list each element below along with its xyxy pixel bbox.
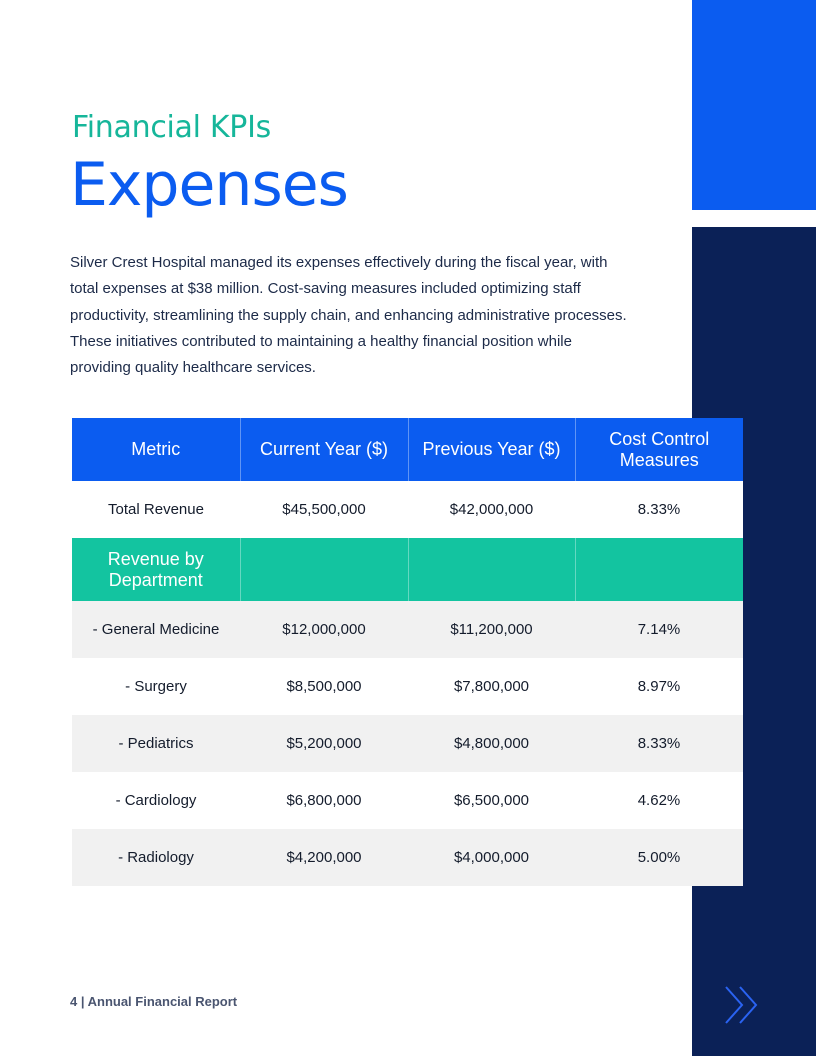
cell-previous: $7,800,000 — [408, 658, 575, 715]
table-row — [72, 658, 743, 715]
header-cost-control: Cost Control Measures — [575, 418, 743, 481]
cell-current: $5,200,000 — [240, 715, 408, 772]
section-label: Revenue by Department — [72, 538, 240, 601]
cell-previous: $42,000,000 — [408, 481, 575, 538]
cell-cost-control: 7.14% — [575, 601, 743, 658]
table-row — [72, 772, 743, 829]
cell-metric: - Cardiology — [72, 772, 240, 829]
cell-current: $45,500,000 — [240, 481, 408, 538]
section-empty-cell — [240, 538, 408, 601]
page-title: Expenses — [70, 150, 348, 220]
cell-previous: $11,200,000 — [408, 601, 575, 658]
cell-cost-control: 4.62% — [575, 772, 743, 829]
table-row — [72, 481, 743, 538]
cell-cost-control: 8.33% — [575, 481, 743, 538]
intro-paragraph: Silver Crest Hospital managed its expenses effectively during the fiscal year, with total expenses at $38 million. Cost-saving measures included optimizing staff productivity, streamlining the supply chain, and enhancing administrative processes. These initiatives contributed to maintaining a healthy financial position while providing quality healthcare services. — [70, 254, 627, 377]
header-metric: Metric — [72, 418, 240, 481]
cell-current: $12,000,000 — [240, 601, 408, 658]
section-empty-cell — [575, 538, 743, 601]
cell-metric: - General Medicine — [72, 601, 240, 658]
cell-current: $6,800,000 — [240, 772, 408, 829]
cell-cost-control: 8.33% — [575, 715, 743, 772]
cell-previous: $6,500,000 — [408, 772, 575, 829]
table-row — [72, 601, 743, 658]
cell-metric: Total Revenue — [72, 481, 240, 538]
cell-previous: $4,000,000 — [408, 829, 575, 886]
header-previous-year: Previous Year ($) — [408, 418, 575, 481]
cell-current: $4,200,000 — [240, 829, 408, 886]
table-header-row — [72, 418, 743, 481]
table-row — [72, 715, 743, 772]
section-kicker: Financial KPIs — [72, 110, 271, 145]
cell-previous: $4,800,000 — [408, 715, 575, 772]
header-current-year: Current Year ($) — [240, 418, 408, 481]
double-chevron-right-icon — [722, 983, 762, 1027]
cell-current: $8,500,000 — [240, 658, 408, 715]
cell-metric: - Radiology — [72, 829, 240, 886]
section-row — [72, 538, 743, 601]
kpi-table — [72, 418, 743, 886]
table-row — [72, 829, 743, 886]
cell-cost-control: 5.00% — [575, 829, 743, 886]
section-empty-cell — [408, 538, 575, 601]
cell-metric: - Pediatrics — [72, 715, 240, 772]
cell-metric: - Surgery — [72, 658, 240, 715]
accent-block-top — [692, 0, 816, 210]
cell-cost-control: 8.97% — [575, 658, 743, 715]
page-footer: 4 | Annual Financial Report — [70, 994, 238, 1009]
